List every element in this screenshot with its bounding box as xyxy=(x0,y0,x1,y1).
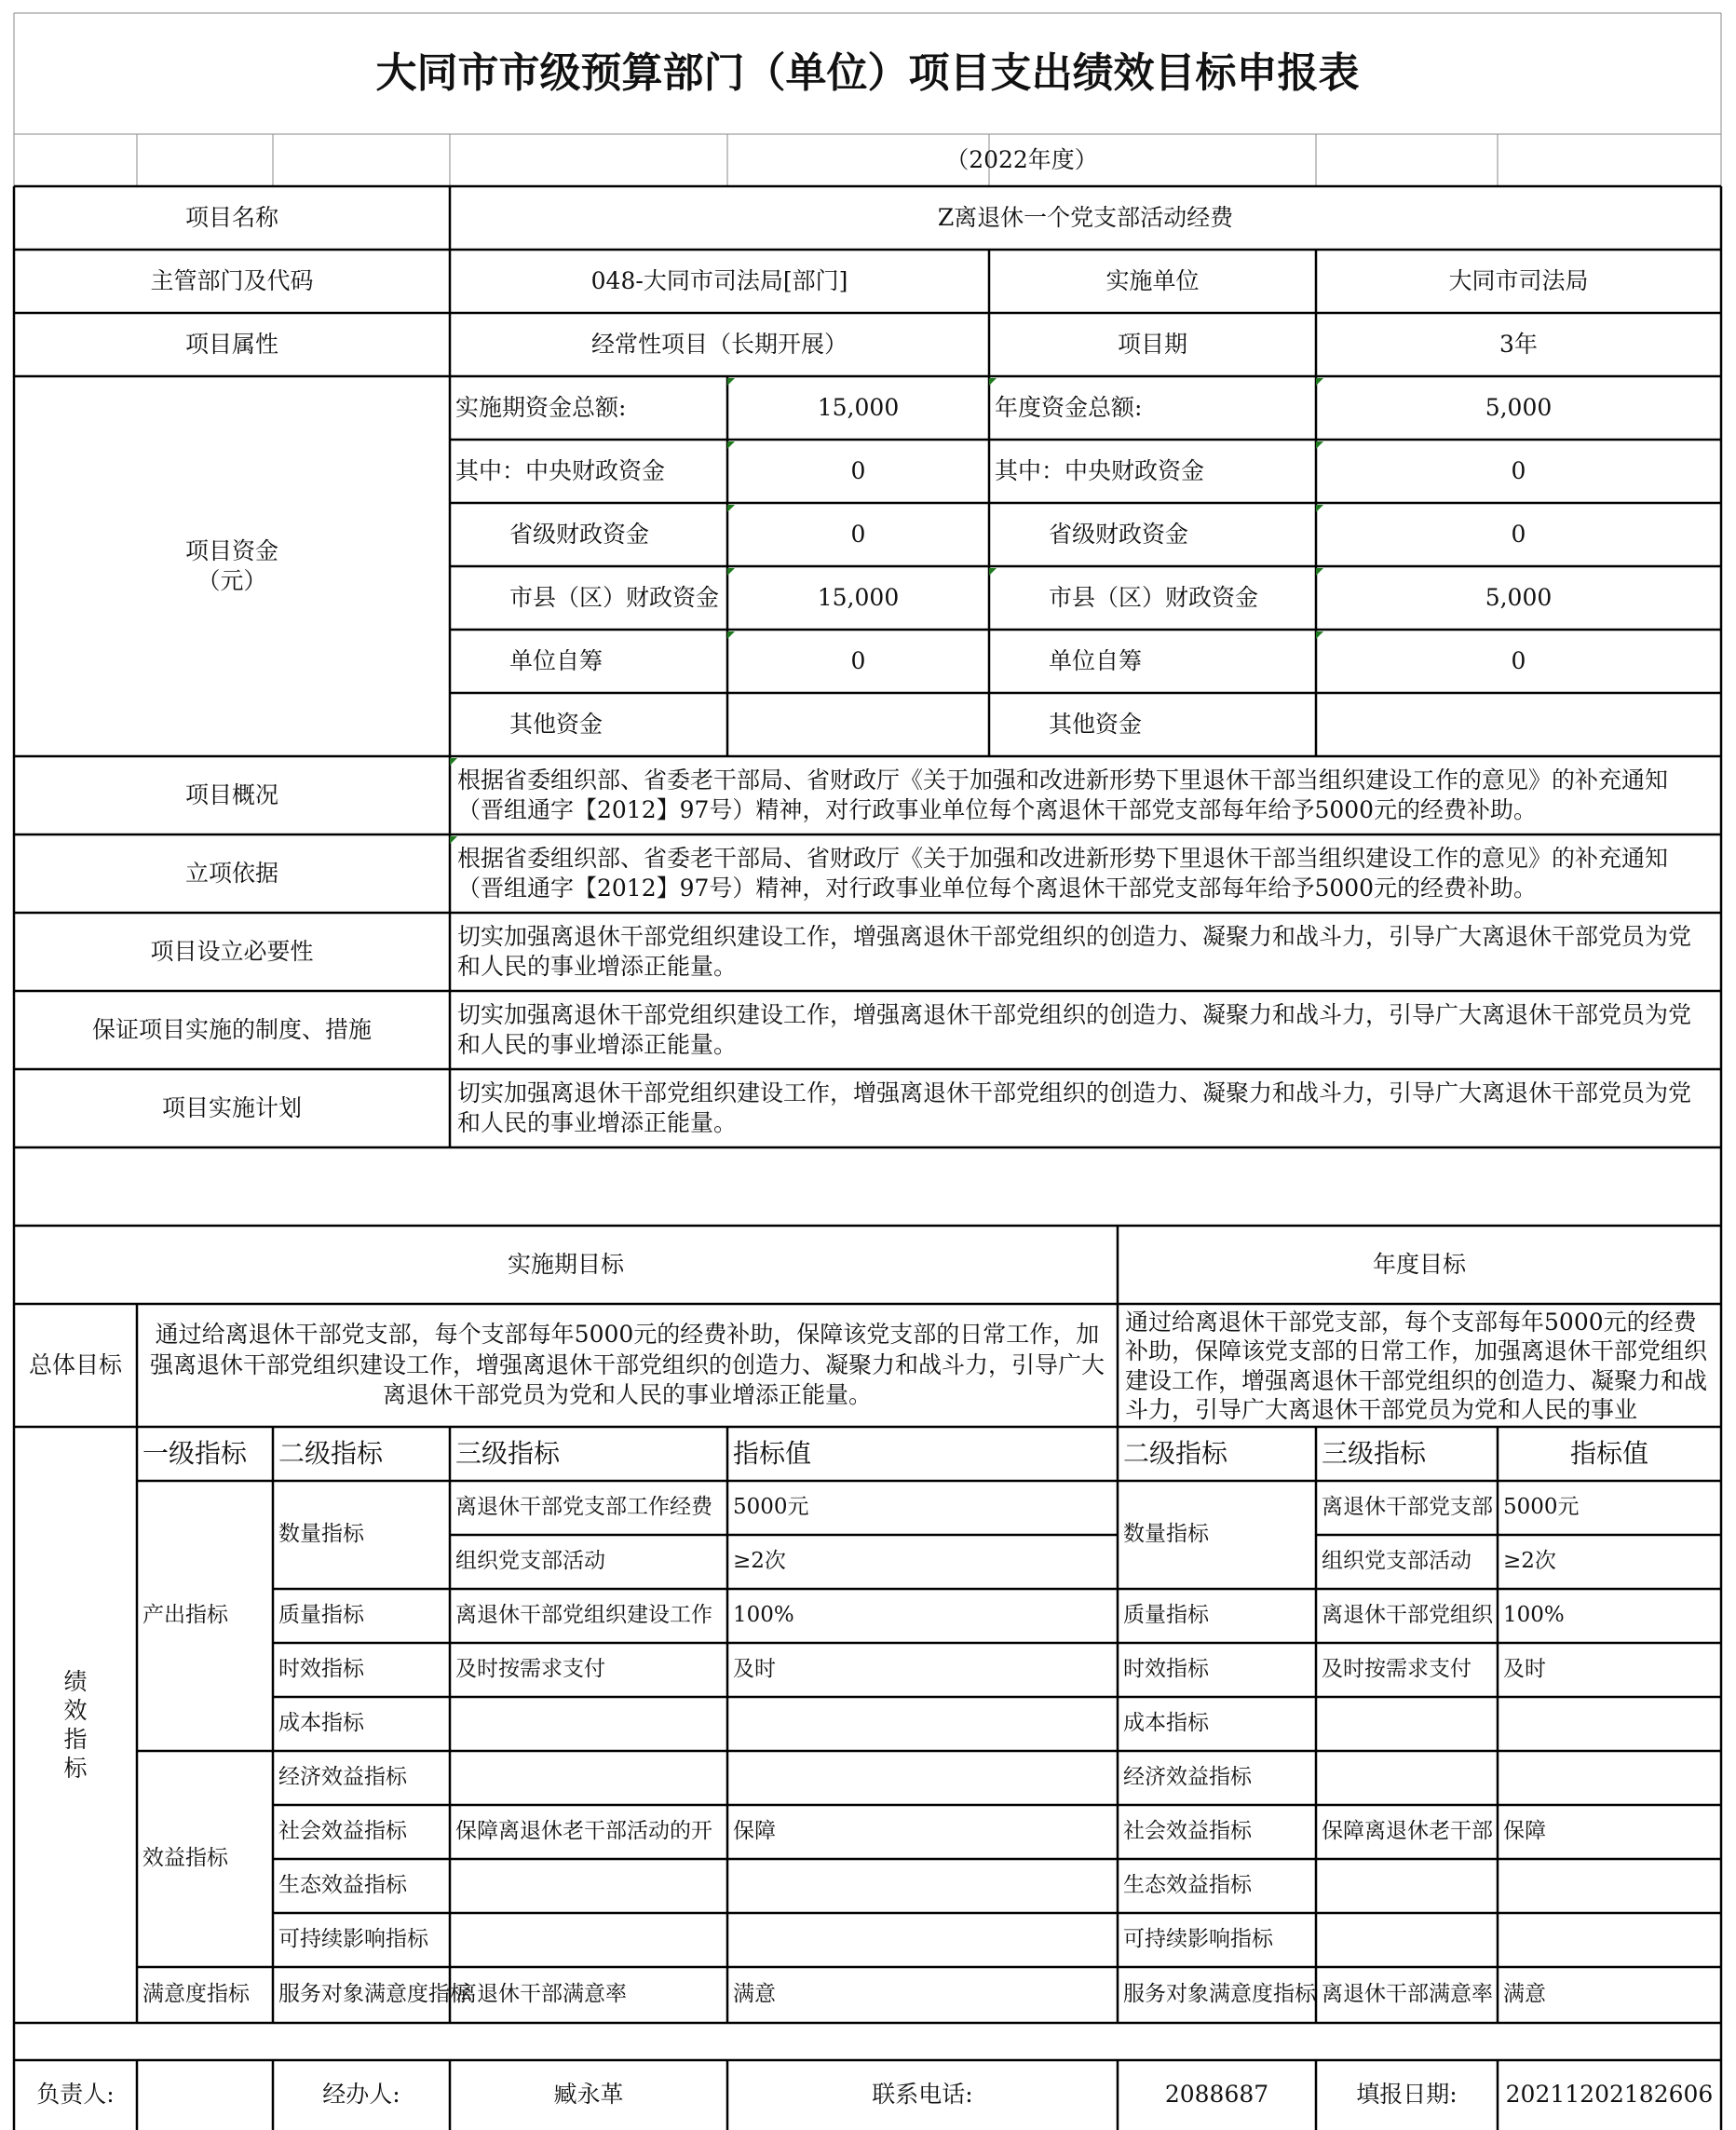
necessity-label: 项目设立必要性 xyxy=(150,937,314,965)
header-value: 指标值 xyxy=(733,1437,812,1469)
level2-cell: 成本指标 xyxy=(278,1711,364,1736)
value-cell xyxy=(727,1859,1118,1913)
level3-cell: 组织党支部活动 xyxy=(455,1549,605,1574)
attr-label: 项目属性 xyxy=(184,330,278,358)
level2-cell: 社会效益指标 xyxy=(278,1819,407,1844)
annual-value-cell: 保障 xyxy=(1503,1819,1546,1844)
fund-left-value: 0 xyxy=(850,456,866,484)
dept-label: 主管部门及代码 xyxy=(150,266,314,294)
value-cell: 及时 xyxy=(733,1657,776,1682)
annual-level2-cell: 时效指标 xyxy=(1123,1657,1209,1682)
level2-cell: 时效指标 xyxy=(278,1657,364,1682)
impl-unit-value: 大同市司法局 xyxy=(1448,266,1589,294)
annual-value-cell: ≥2次 xyxy=(1503,1549,1556,1574)
measures-label: 保证项目实施的制度、措施 xyxy=(91,1015,372,1043)
date-label: 填报日期: xyxy=(1356,2081,1458,2109)
necessity-text: 切实加强离退休干部党组织建设工作，增强离退休干部党组织的创造力、凝聚力和战斗力，引导广大离退休干部党员为党和人民的事业增添正能量。 xyxy=(457,922,1692,980)
fund-right-label: 单位自筹 xyxy=(1049,646,1143,674)
fund-left-label: 其中：中央财政资金 xyxy=(455,456,666,484)
report-year: （2022年度） xyxy=(945,145,1098,173)
side-char: 标 xyxy=(63,1755,88,1783)
period-goal-header: 实施期目标 xyxy=(507,1250,624,1278)
annual-level2-cell: 社会效益指标 xyxy=(1123,1819,1252,1844)
level3-cell: 离退休干部党支部工作经费 xyxy=(455,1495,712,1520)
plan-label: 项目实施计划 xyxy=(161,1093,302,1121)
project-name-value: Z离退休一个党支部活动经费 xyxy=(937,203,1234,231)
measures-text: 切实加强离退休干部党组织建设工作，增强离退休干部党组织的创造力、凝聚力和战斗力，引导广大离退休干部党员为党和人民的事业增添正能量。 xyxy=(457,1000,1692,1058)
fund-right-value xyxy=(1316,693,1721,756)
value-cell xyxy=(727,1751,1118,1805)
annual-level3-cell: 保障离退休老干部 xyxy=(1322,1819,1493,1844)
value-cell xyxy=(727,1913,1118,1967)
value-cell: 5000元 xyxy=(733,1495,809,1520)
annual-value-cell xyxy=(1498,1697,1721,1751)
handler-label: 经办人: xyxy=(322,2081,400,2109)
fund-left-label: 单位自筹 xyxy=(509,646,604,674)
fund-right-label: 市县（区）财政资金 xyxy=(1049,583,1259,611)
fund-right-value: 0 xyxy=(1511,646,1526,674)
annual-level3-cell xyxy=(1316,1751,1498,1805)
performance-indicators-label xyxy=(14,1427,137,2023)
dept-value: 048-大同市司法局[部门] xyxy=(590,266,848,294)
level2-cell: 生态效益指标 xyxy=(278,1873,407,1898)
phone-value: 2088687 xyxy=(1164,2081,1269,2109)
fund-left-label: 其他资金 xyxy=(509,710,604,738)
level2-cell: 经济效益指标 xyxy=(278,1765,407,1790)
side-char: 指 xyxy=(63,1726,88,1753)
fund-left-value: 0 xyxy=(850,520,866,548)
annual-level3-cell: 及时按需求支付 xyxy=(1322,1657,1472,1682)
fund-right-label: 省级财政资金 xyxy=(1049,520,1189,548)
annual-value-cell xyxy=(1498,1859,1721,1913)
period-value: 3年 xyxy=(1499,330,1538,358)
fund-left-label: 实施期资金总额: xyxy=(455,393,627,421)
handler-value: 臧永革 xyxy=(553,2081,624,2109)
header-annual-value: 指标值 xyxy=(1569,1437,1648,1469)
level2-cell: 可持续影响指标 xyxy=(278,1927,428,1952)
side-char: 绩 xyxy=(63,1667,88,1695)
header-annual-level3: 三级指标 xyxy=(1322,1437,1427,1469)
value-cell: 满意 xyxy=(733,1982,776,2007)
period-goal-text: 通过给离退休干部党支部，每个支部每年5000元的经费补助，保障该党支部的日常工作，加强离退休干部党组织建设工作，增强离退休干部党组织的创造力、凝聚力和战斗力，引导广大离退休干部党员为党和人民的事业增添正能量。 xyxy=(149,1321,1105,1409)
funds-label xyxy=(14,376,450,756)
level3-cell xyxy=(450,1751,727,1805)
annual-level3-cell xyxy=(1316,1697,1498,1751)
value-cell: ≥2次 xyxy=(733,1549,786,1574)
level2-cell: 服务对象满意度指标 xyxy=(278,1982,471,2007)
annual-level2-cell: 可持续影响指标 xyxy=(1123,1927,1273,1952)
level3-cell xyxy=(450,1913,727,1967)
annual-goal-text: 通过给离退休干部党支部，每个支部每年5000元的经费补助，保障该党支部的日常工作，加强离退休干部党组织建设工作，增强离退休干部党组织的创造力、凝聚力和战斗力，引导广大离退休干部党员为党和人民的事业 xyxy=(1125,1309,1708,1423)
phone-label: 联系电话: xyxy=(872,2081,973,2109)
annual-level2-cell: 服务对象满意度指标 xyxy=(1123,1982,1316,2007)
annual-value-cell xyxy=(1498,1751,1721,1805)
annual-level2-cell: 数量指标 xyxy=(1123,1522,1209,1547)
overview-label: 项目概况 xyxy=(184,780,278,808)
annual-value-cell: 100% xyxy=(1503,1603,1565,1628)
annual-value-cell: 及时 xyxy=(1503,1657,1546,1682)
fund-right-label: 年度资金总额: xyxy=(995,393,1143,421)
annual-value-cell xyxy=(1498,1913,1721,1967)
value-cell: 保障 xyxy=(733,1819,776,1844)
value-cell xyxy=(727,1697,1118,1751)
annual-level3-cell: 组织党支部活动 xyxy=(1322,1549,1472,1574)
level3-cell xyxy=(450,1859,727,1913)
impl-unit-label: 实施单位 xyxy=(1105,266,1200,294)
level2-cell: 数量指标 xyxy=(278,1522,364,1547)
group-output: 产出指标 xyxy=(142,1603,228,1628)
level3-cell: 保障离退休老干部活动的开 xyxy=(455,1819,712,1844)
annual-level2-cell: 成本指标 xyxy=(1123,1711,1209,1736)
fund-left-value: 0 xyxy=(850,646,866,674)
annual-level2-cell: 质量指标 xyxy=(1123,1603,1209,1628)
level3-cell: 及时按需求支付 xyxy=(455,1657,605,1682)
basis-label: 立项依据 xyxy=(184,859,278,887)
period-label: 项目期 xyxy=(1117,330,1187,358)
group-satisfaction: 满意度指标 xyxy=(142,1982,250,2007)
fund-left-label: 省级财政资金 xyxy=(509,520,650,548)
basis-text: 根据省委组织部、省委老干部局、省财政厅《关于加强和改进新形势下里退休干部当组织建设工作的意见》的补充通知（晋组通字【2012】97号）精神，对行政事业单位每个离退休干部党支部每年给予5000元的经费补助。 xyxy=(457,844,1669,902)
overall-goal-label: 总体目标 xyxy=(28,1350,122,1378)
group-benefit: 效益指标 xyxy=(142,1846,228,1871)
project-name-label: 项目名称 xyxy=(184,203,278,231)
fund-right-value: 0 xyxy=(1511,520,1526,548)
fund-right-value: 0 xyxy=(1511,456,1526,484)
side-char: 效 xyxy=(63,1696,88,1724)
header-level1: 一级指标 xyxy=(142,1437,248,1469)
fund-left-value xyxy=(727,693,989,756)
level3-cell: 离退休干部党组织建设工作 xyxy=(455,1603,712,1628)
date-value: 20211202182606 xyxy=(1505,2081,1714,2109)
header-annual-level2: 二级指标 xyxy=(1123,1437,1228,1469)
annual-level2-cell: 经济效益指标 xyxy=(1123,1765,1252,1790)
overview-text: 根据省委组织部、省委老干部局、省财政厅《关于加强和改进新形势下里退休干部当组织建设工作的意见》的补充通知（晋组通字【2012】97号）精神，对行政事业单位每个离退休干部党支部每年给予5000元的经费补助。 xyxy=(457,766,1669,823)
fund-right-value: 5,000 xyxy=(1485,393,1553,421)
value-cell: 100% xyxy=(733,1603,794,1628)
header-level2: 二级指标 xyxy=(278,1437,384,1469)
plan-text: 切实加强离退休干部党组织建设工作，增强离退休干部党组织的创造力、凝聚力和战斗力，引导广大离退休干部党员为党和人民的事业增添正能量。 xyxy=(457,1079,1692,1136)
annual-level3-cell xyxy=(1316,1859,1498,1913)
fund-left-label: 市县（区）财政资金 xyxy=(509,583,720,611)
funds-label-line1: 项目资金 xyxy=(184,536,278,564)
responsible-label: 负责人: xyxy=(36,2081,115,2109)
fund-right-label: 其中：中央财政资金 xyxy=(995,456,1205,484)
attr-value: 经常性项目（长期开展） xyxy=(590,330,848,358)
header-level3: 三级指标 xyxy=(455,1437,561,1469)
annual-value-cell: 5000元 xyxy=(1503,1495,1580,1520)
level3-cell: 离退休干部满意率 xyxy=(455,1982,627,2007)
annual-level3-cell: 离退休干部满意率 xyxy=(1322,1982,1493,2007)
annual-level3-cell: 离退休干部党组织 xyxy=(1322,1603,1493,1628)
annual-value-cell: 满意 xyxy=(1503,1982,1546,2007)
level2-cell: 质量指标 xyxy=(278,1603,364,1628)
annual-goal-header: 年度目标 xyxy=(1372,1250,1466,1278)
responsible-value xyxy=(137,2060,273,2130)
fund-right-label: 其他资金 xyxy=(1049,710,1143,738)
annual-level3-cell xyxy=(1316,1913,1498,1967)
annual-level3-cell: 离退休干部党支部 xyxy=(1322,1495,1493,1520)
funds-label-line2: （元） xyxy=(197,567,267,594)
fund-left-value: 15,000 xyxy=(817,393,900,421)
annual-level2-cell: 生态效益指标 xyxy=(1123,1873,1252,1898)
fund-left-value: 15,000 xyxy=(817,583,900,611)
level3-cell xyxy=(450,1697,727,1751)
fund-right-value: 5,000 xyxy=(1485,583,1553,611)
page-title: 大同市市级预算部门（单位）项目支出绩效目标申报表 xyxy=(375,49,1360,98)
